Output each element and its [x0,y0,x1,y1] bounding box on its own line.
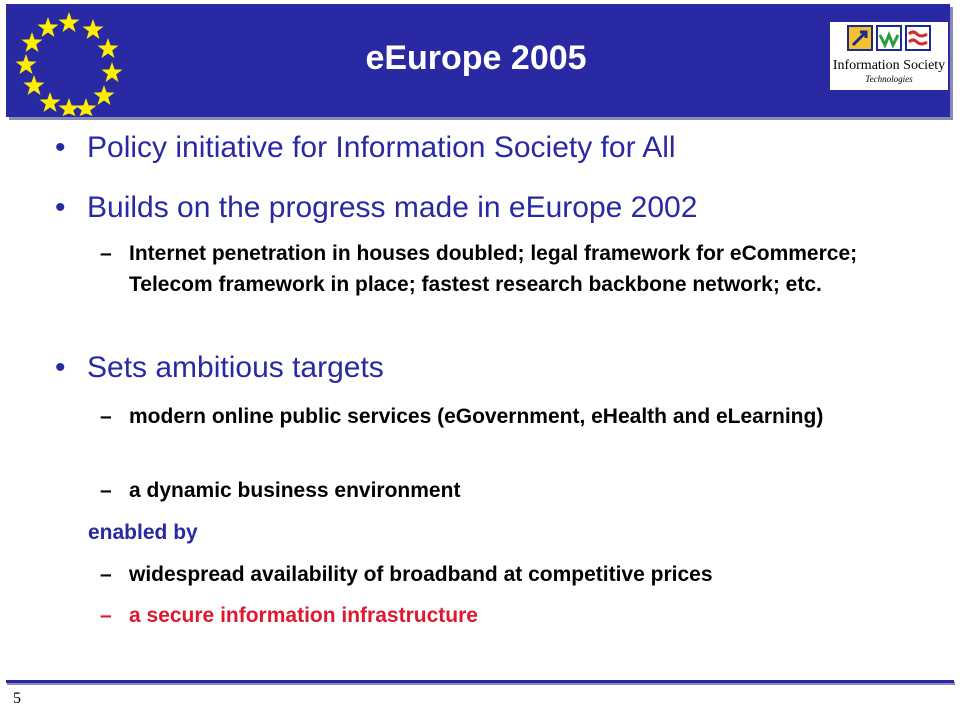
sub-text: widespread availability of broadband at competitive prices [129,563,713,586]
ist-squares-icon [847,25,931,53]
sub-item [100,475,889,506]
bullet-item [55,350,384,386]
dash-icon: – [100,405,112,428]
bullet-text: Sets ambitious targets [87,351,384,384]
dash-icon: – [100,563,112,586]
bullet-item [55,190,697,226]
footer-divider [6,680,954,683]
sub-text: a dynamic business environment [129,479,461,502]
enabled-by-label: enabled by [88,521,198,544]
dash-icon: – [100,242,112,265]
page-number: 5 [13,690,21,707]
bullet-text: Builds on the progress made in eEurope 2002 [87,191,698,224]
bullet-dot-icon: • [55,351,66,384]
ist-logo [830,22,948,90]
sub-text: Internet penetration in houses doubled; legal framework for eCommerce; Telecom framework in place; fastest research backbone network; etc. [129,242,858,296]
logo-title: Information Society [832,58,946,73]
slide-title: eEurope 2005 [365,39,587,77]
eu-stars-icon [14,10,124,116]
sub-item [100,238,889,300]
bullet-item [55,130,676,166]
bullet-dot-icon: • [55,191,66,224]
bullet-text: Policy initiative for Information Society for All [87,131,676,164]
sub-item [100,559,889,590]
dash-icon: – [100,479,112,502]
sub-text: modern online public services (eGovernment, eHealth and eLearning) [129,405,824,428]
bullet-dot-icon: • [55,131,66,164]
title-banner [6,4,950,117]
sub-item-highlight [100,600,889,631]
logo-subtitle: Technologies [865,74,913,84]
sub-text: a secure information infrastructure [129,604,478,627]
dash-icon: – [100,604,112,627]
sub-item [100,401,889,432]
